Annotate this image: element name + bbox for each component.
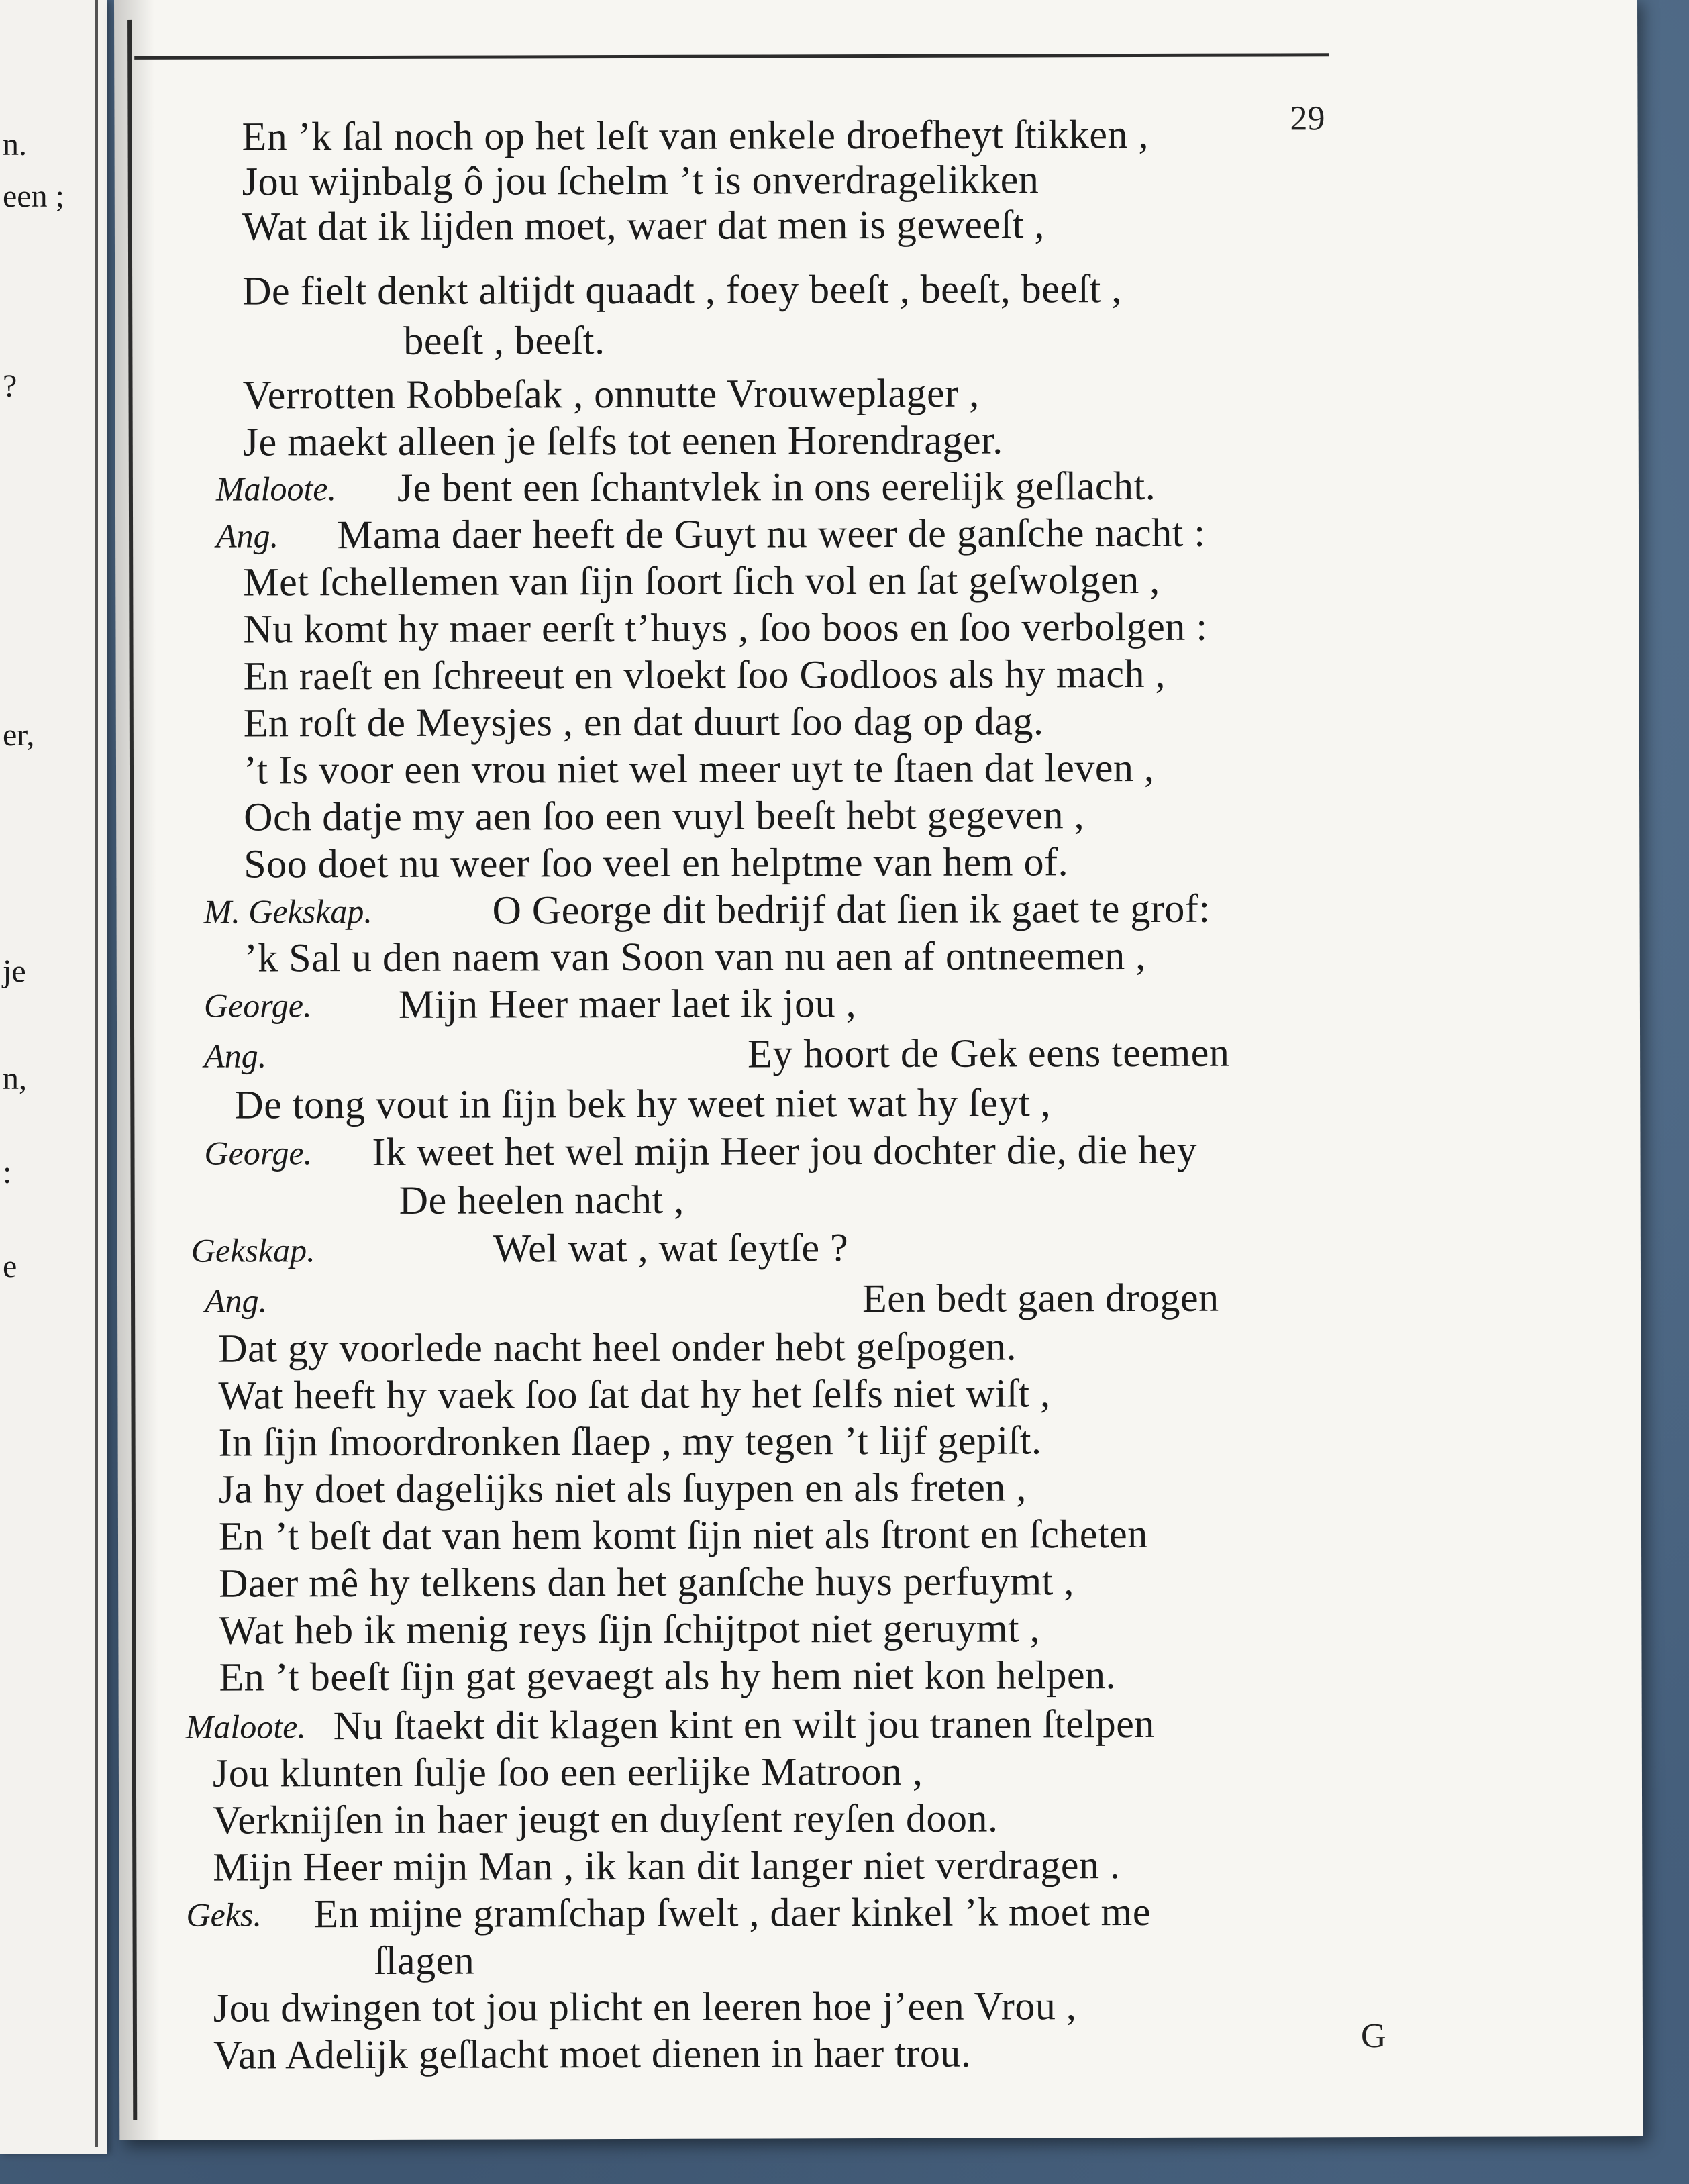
left-page-fragment: er, [3,717,35,753]
verse-line: Wat heeft hy vaek ſoo ſat dat hy het ſelfs niet wiſt , [218,1371,1051,1418]
page-number: 29 [1290,99,1325,138]
left-page-fragment: : [3,1155,12,1190]
verse-line: Verrotten Robbeſak , onnutte Vrouweplager , [242,370,980,417]
header-rule [134,53,1329,60]
verse-line: Je maekt alleen je ſelfs tot eenen Horendrager. [242,417,1003,464]
verse-line: En ’k ſal noch op het leſt van enkele droefheyt ſtikken , [242,111,1149,159]
verse-line: Mijn Heer mijn Man , ik kan dit langer niet verdragen . [213,1842,1121,1889]
verse-line: ſlagen [374,1938,475,1983]
verse-line: Mijn Heer maer laet ik jou , [398,981,857,1027]
speaker-label: Ang. [204,1037,267,1075]
verse-line: beeſt , beeſt. [403,318,605,363]
verse-line: O George dit bedrijf dat ſien ik gaet te grof: [492,886,1211,933]
verse-line: Ja hy doet dagelijks niet als ſuypen en als freten , [218,1465,1027,1512]
left-page-fragment: e [3,1249,17,1284]
left-page-fragment: ? [3,368,17,404]
speaker-label: Ang. [205,1282,268,1320]
left-page-fragment: n, [3,1061,27,1096]
left-page-fragment: een ; [3,178,64,214]
verse-line: En raeſt en ſchreeut en vloekt ſoo Godloos als hy mach , [243,651,1166,698]
book-page [114,0,1643,2140]
verse-line: Dat gy voorlede nacht heel onder hebt geſpogen. [218,1324,1017,1371]
verse-line: Verknijſen in haer jeugt en duyſent reyſen doon. [213,1796,999,1842]
speaker-label: George. [203,986,312,1025]
speaker-label: M. Gekskap. [203,892,372,931]
speaker-label: George. [204,1134,313,1172]
verse-line: Jou klunten ſulje ſoo een eerlijke Matroon , [212,1749,923,1796]
speaker-label: Ang. [216,517,279,555]
verse-line: Wat heb ik menig reys ſijn ſchijtpot niet geruymt , [219,1606,1041,1653]
verse-line: En ’t beeſt ſijn gat gevaegt als hy hem niet kon helpen. [219,1653,1117,1700]
verse-line: Jou wijnbalg ô jou ſchelm ’t is onverdragelikken [242,157,1039,204]
verse-line: Jou dwingen tot jou plicht en leeren hoe j’een Vrou , [213,1983,1077,2030]
verse-line: ’k Sal u den naem van Soon van nu aen af ontneemen , [244,933,1146,980]
verse-line: Met ſchellemen van ſijn ſoort ſich vol en ſat geſwolgen , [243,557,1160,605]
verse-line: In ſijn ſmoordronken ſlaep , my tegen ’t lijf gepiſt. [218,1418,1042,1465]
verse-line: De tong vout in ſijn bek hy weet niet wat hy ſeyt , [234,1080,1052,1127]
verse-line: Soo doet nu weer ſoo veel en helptme van hem of. [244,839,1069,886]
verse-line: Nu ſtaekt dit klagen kint en wilt jou tranen ſtelpen [333,1701,1155,1749]
page-shadow [114,0,160,2140]
speaker-label: Maloote. [215,470,337,508]
verse-line: De fielt denkt altijdt quaadt , foey beeſt , beeſt, beeſt , [242,266,1122,313]
verse-line: Ik weet het wel mijn Heer jou dochter die, die hey [372,1127,1198,1174]
verse-line: En roſt de Meysjes , en dat duurt ſoo dag op dag. [243,698,1044,745]
verse-line: Daer mê hy telkens dan het ganſche huys perfuymt , [219,1559,1074,1606]
verse-line: Van Adelijk geſlacht moet dienen in haer trou. [213,2030,972,2077]
gutter-divider [95,0,98,2147]
left-page-fragment: je [3,953,26,989]
previous-page [0,0,107,2154]
verse-line: Wel wat , wat ſeytſe ? [493,1225,849,1271]
left-page-fragment: n. [3,127,27,162]
verse-line: Mama daer heeft de Guyt nu weer de ganſche nacht : [337,510,1206,558]
catchword: G [1360,2017,1386,2056]
verse-line: En ’t beſt dat van hem komt ſijn niet als ſtront en ſcheten [218,1511,1148,1559]
speaker-label: Geks. [186,1895,262,1934]
verse-line: Een bedt gaen drogen [862,1275,1219,1321]
verse-line: Nu komt hy maer eerſt t’huys , ſoo boos en ſoo verbolgen : [243,604,1208,652]
verse-line: Och datje my aen ſoo een vuyl beeſt hebt gegeven , [244,792,1085,839]
speaker-label: Gekskap. [191,1231,315,1269]
verse-line: ’t Is voor een vrou niet wel meer uyt te ſtaen dat leven , [243,745,1155,792]
verse-line: Wat dat ik lijden moet, waer dat men is geweeſt , [242,202,1045,249]
verse-line: En mijne gramſchap ſwelt , daer kinkel ’k moet me [313,1889,1151,1936]
verse-line: Ey hoort de Gek eens teemen [748,1030,1230,1076]
speaker-label: Maloote. [185,1708,306,1746]
verse-line: Je bent een ſchantvlek in ons eerelijk geſlacht. [397,463,1156,510]
verse-line: De heelen nacht , [399,1177,684,1223]
